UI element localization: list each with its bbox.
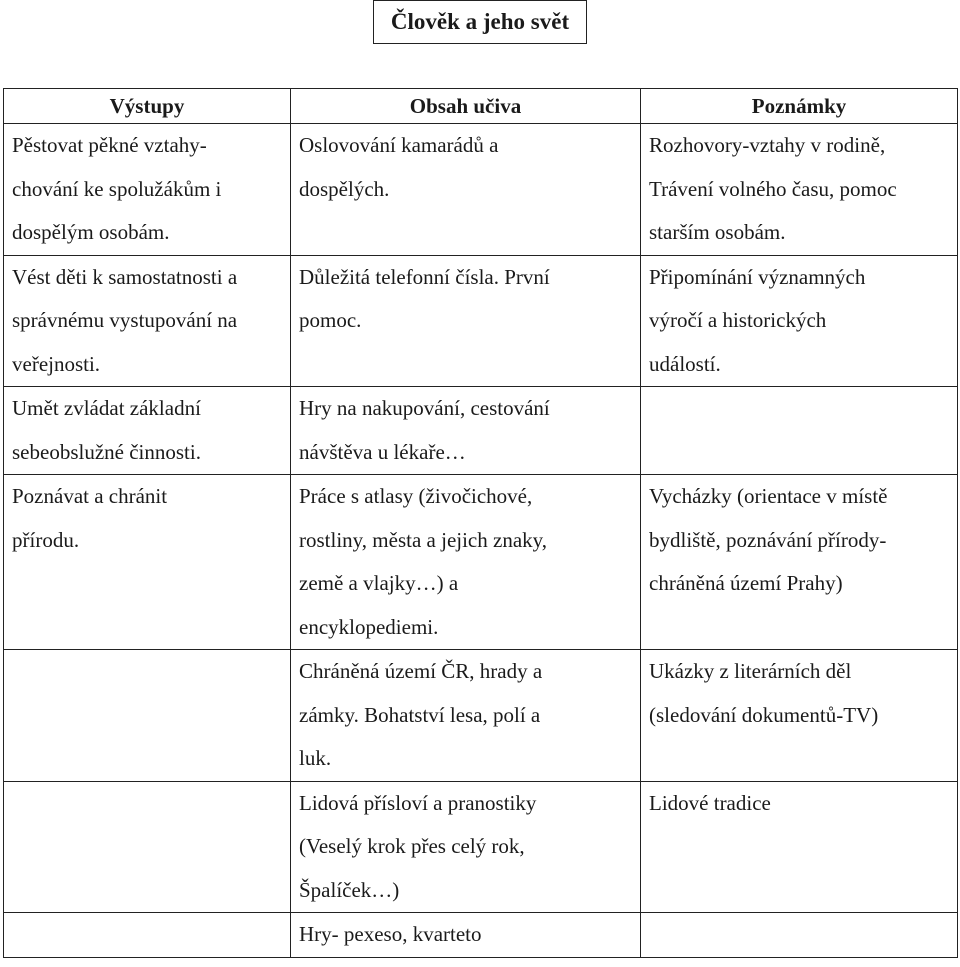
table-row: [4, 913, 958, 958]
cell-text-line: Lidová přísloví a pranostiky: [299, 790, 537, 815]
cell-obsah-uciva: [291, 913, 641, 958]
cell-text-line: dospělých.: [299, 176, 390, 201]
cell-vystupy: [4, 255, 291, 387]
table-row: [4, 387, 958, 475]
cell-text-line: Vycházky (orientace v místě: [649, 484, 888, 508]
cell-text-line: (Veselý krok přes celý rok,: [299, 834, 525, 858]
cell-text-line: luk.: [299, 746, 332, 770]
cell-obsah-uciva: [291, 475, 641, 650]
cell-vystupy: [4, 650, 291, 782]
cell-text-line: (sledování dokumentů-TV): [649, 702, 879, 727]
cell-text-line: Trávení volného času, pomoc: [649, 176, 897, 201]
cell-text-line: chování ke spolužákům i: [12, 176, 222, 201]
cell-text-line: encyklopediemi.: [299, 614, 439, 639]
cell-vystupy: [4, 913, 291, 958]
table-row: [4, 650, 958, 782]
cell-text-line: Rozhovory-vztahy v rodině,: [649, 133, 886, 157]
cell-text-line: Umět zvládat základní: [12, 396, 201, 420]
cell-text-line: Důležitá telefonní čísla. První: [299, 264, 550, 289]
cell-text-line: chráněná území Prahy): [649, 571, 843, 595]
cell-obsah-uciva: [291, 387, 641, 475]
page-title: Člověk a jeho svět: [373, 0, 587, 44]
header-vystupy: Výstupy: [4, 89, 291, 124]
cell-vystupy: [4, 475, 291, 650]
table-header-row: [4, 89, 958, 124]
cell-text-line: Hry na nakupování, cestování: [299, 396, 550, 420]
cell-text-line: událostí.: [649, 351, 721, 376]
cell-text-line: veřejnosti.: [12, 351, 101, 376]
cell-obsah-uciva: [291, 255, 641, 387]
cell-poznamky: [641, 387, 958, 475]
cell-text-line: návštěva u lékaře…: [299, 439, 466, 464]
curriculum-table: [3, 88, 958, 958]
cell-text-line: sebeobslužné činnosti.: [12, 439, 201, 464]
cell-obsah-uciva: [291, 124, 641, 256]
cell-poznamky: [641, 650, 958, 782]
cell-text-line: Ukázky z literárních děl: [649, 659, 852, 683]
cell-text-line: starším osobám.: [649, 220, 786, 244]
cell-text-line: zámky. Bohatství lesa, polí a: [299, 702, 541, 727]
cell-text-line: Pěstovat pěkné vztahy-: [12, 133, 207, 157]
table-row: [4, 781, 958, 913]
cell-poznamky: [641, 781, 958, 913]
cell-text-line: země a vlajky…) a: [299, 571, 459, 595]
cell-poznamky: [641, 913, 958, 958]
cell-text-line: Hry- pexeso, kvarteto: [299, 922, 482, 946]
cell-text-line: Poznávat a chránit: [12, 484, 168, 508]
table-row: [4, 475, 958, 650]
cell-text-line: pomoc.: [299, 308, 362, 332]
header-obsah-uciva: Obsah učiva: [291, 89, 641, 124]
cell-text-line: správnému vystupování na: [12, 308, 238, 332]
header-poznamky: Poznámky: [641, 89, 958, 124]
cell-text-line: Lidové tradice: [649, 790, 771, 815]
cell-text-line: Oslovování kamarádů a: [299, 133, 499, 157]
cell-text-line: rostliny, města a jejich znaky,: [299, 527, 548, 552]
cell-text-line: Špalíček…): [299, 877, 400, 902]
cell-text-line: Práce s atlasy (živočichové,: [299, 484, 533, 508]
cell-poznamky: [641, 124, 958, 256]
cell-text-line: přírodu.: [12, 527, 80, 552]
table-row: [4, 255, 958, 387]
cell-text-line: Připomínání významných: [649, 264, 866, 289]
cell-obsah-uciva: [291, 781, 641, 913]
cell-text-line: dospělým osobám.: [12, 220, 170, 244]
cell-poznamky: [641, 255, 958, 387]
cell-text-line: Vést děti k samostatnosti a: [12, 264, 238, 289]
cell-vystupy: [4, 387, 291, 475]
cell-obsah-uciva: [291, 650, 641, 782]
cell-poznamky: [641, 475, 958, 650]
cell-vystupy: [4, 124, 291, 256]
cell-text-line: výročí a historických: [649, 308, 827, 332]
cell-text-line: Chráněná území ČR, hrady a: [299, 659, 543, 683]
table-row: [4, 124, 958, 256]
cell-vystupy: [4, 781, 291, 913]
cell-text-line: bydliště, poznávání přírody-: [649, 527, 887, 552]
